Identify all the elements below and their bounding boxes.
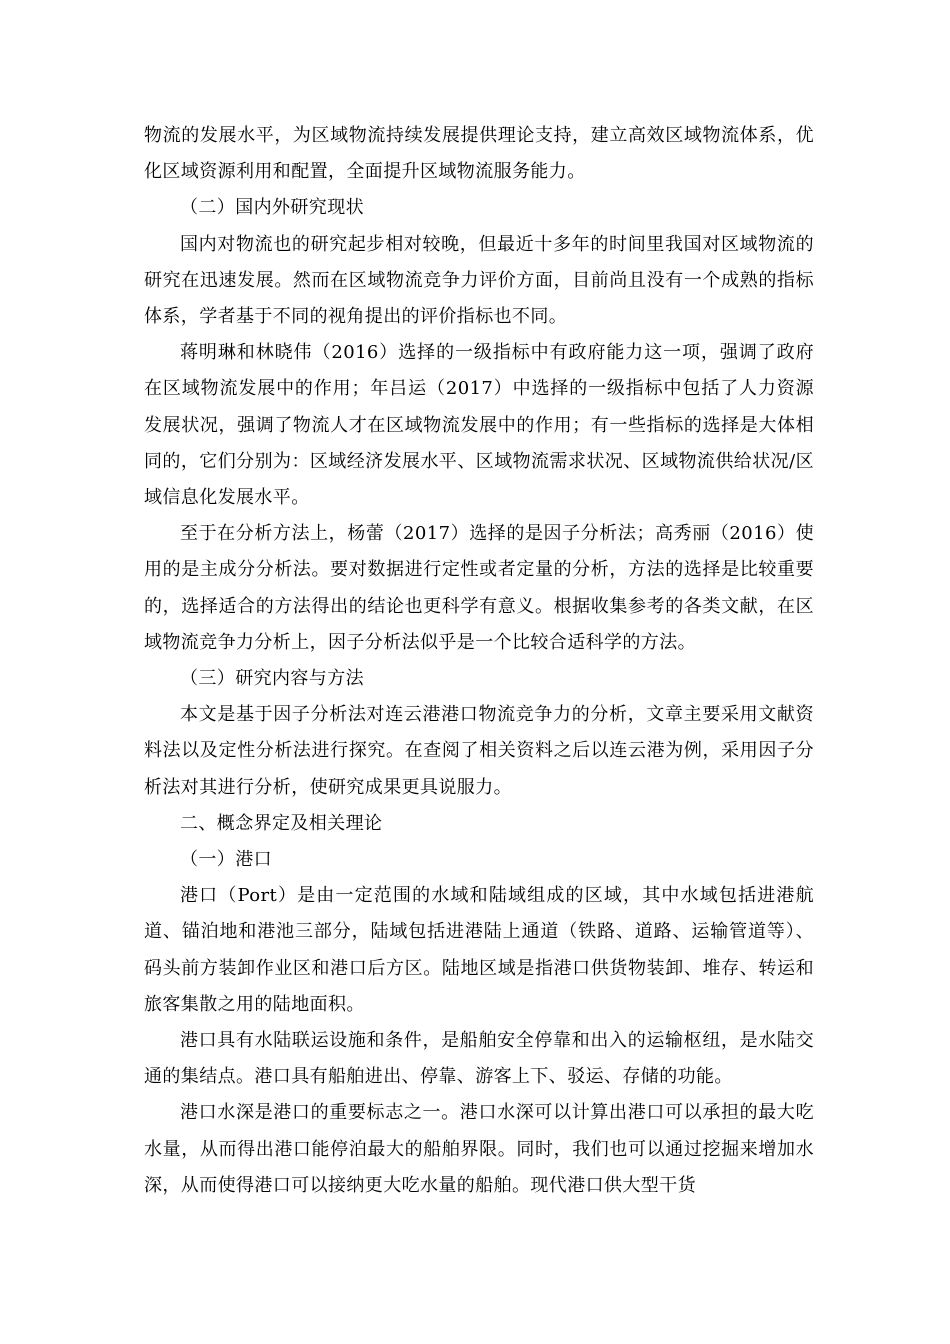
paragraph: 至于在分析方法上，杨蕾（2017）选择的是因子分析法；高秀丽（2016）使用的是主成分分析法。要对数据进行定性或者定量的分析，方法的选择是比较重要的，选择适合的方法得出的结论也更科学有意义。根据收集参考的各类文献，在区域物流竞争力分析上，因子分析法似乎是一个比较合适科学的方法。 [144,523,814,653]
paragraph: 蒋明琳和林晓伟（2016）选择的一级指标中有政府能力这一项，强调了政府在区域物流发展中的作用；年吕运（2017）中选择的一级指标中包括了人力资源发展状况，强调了物流人才在区域物流发展中的作用；有一些指标的选择是大体相同的，它们分别为：区域经济发展水平、区域物流需求状况、区域物流供给状况/区域信息化发展水平。 [144,342,814,509]
paragraph: 国内对物流也的研究起步相对较晚，但最近十多年的时间里我国对区域物流的研究在迅速发展。然而在区域物流竞争力评价方面，目前尚且没有一个成熟的指标体系，学者基于不同的视角提出的评价指标也不同。 [144,233,814,328]
paragraph: 港口具有水陆联运设施和条件，是船舶安全停靠和出入的运输枢纽，是水陆交通的集结点。港口具有船舶进出、停靠、游客上下、驳运、存储的功能。 [144,1030,814,1088]
section-heading: （二）国内外研究现状 [180,197,364,219]
paragraph: 物流的发展水平，为区域物流持续发展提供理论支持，建立高效区域物流体系，优化区域资源利用和配置，全面提升区域物流服务能力。 [144,125,814,183]
section-heading: （一）港口 [180,849,272,871]
section-heading: （三）研究内容与方法 [180,668,364,690]
document-page [144,118,814,1204]
paragraph: 港口水深是港口的重要标志之一。港口水深可以计算出港口可以承担的最大吃水量，从而得出港口能停泊最大的船舶界限。同时，我们也可以通过挖掘来增加水深，从而使得港口可以接纳更大吃水量的船舶。现代港口供大型干货 [144,1102,814,1196]
chapter-heading: 二、概念界定及相关理论 [180,812,383,834]
paragraph: 港口（Port）是由一定范围的水域和陆域组成的区域，其中水域包括进港航道、锚泊地和港池三部分，陆域包括进港陆上通道（铁路、道路、运输管道等）、码头前方装卸作业区和港口后方区。陆地区域是指港口供货物装卸、堆存、转运和旅客集散之用的陆地面积。 [144,885,814,1015]
paragraph: 本文是基于因子分析法对连云港港口物流竞争力的分析，文章主要采用文献资料法以及定性分析法进行探究。在查阅了相关资料之后以连云港为例，采用因子分析法对其进行分析，使研究成果更具说服力。 [144,704,814,798]
